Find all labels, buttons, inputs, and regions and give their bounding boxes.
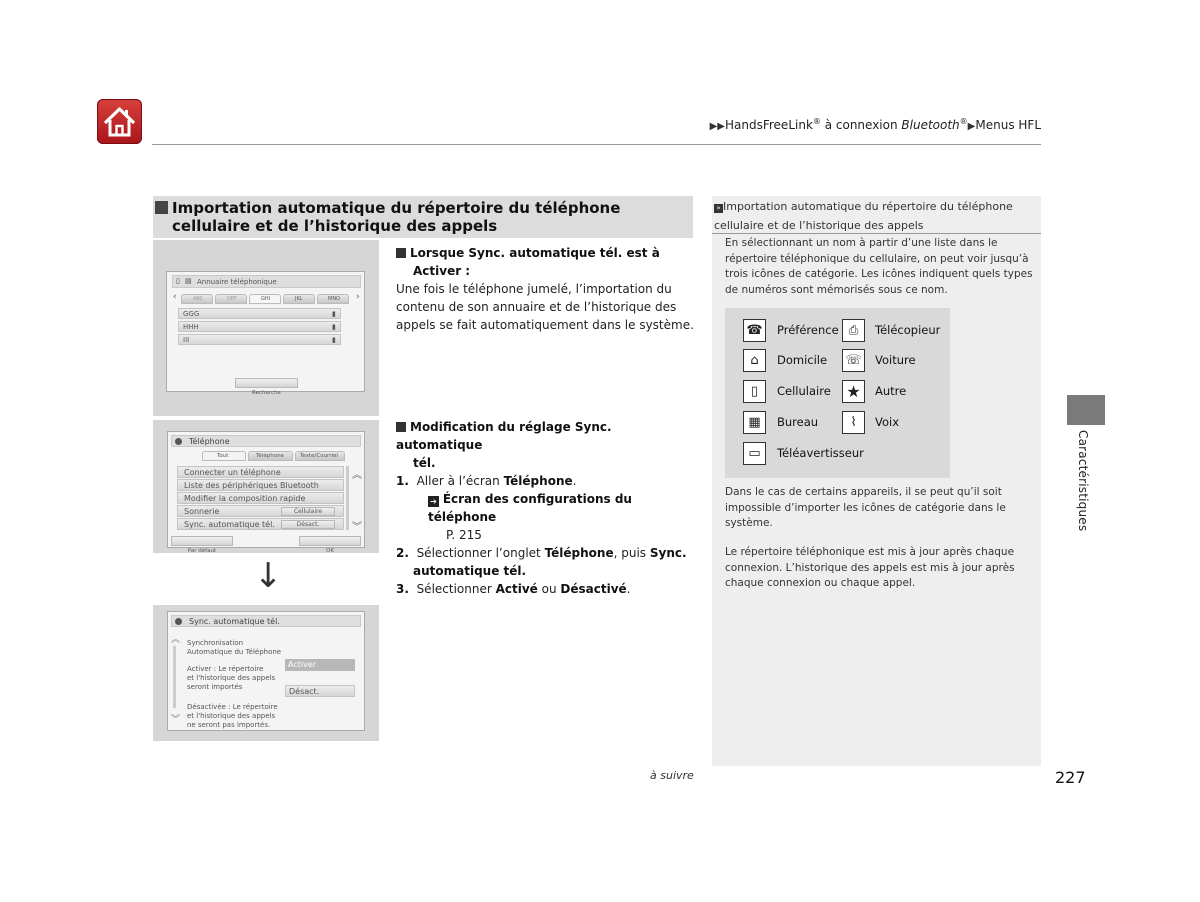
- contact-name: III: [183, 336, 190, 344]
- breadcrumb-reg: ®: [812, 117, 821, 126]
- step-text: ou: [537, 582, 561, 596]
- mobile-icon: ▮: [332, 323, 336, 331]
- tab-phone[interactable]: [248, 451, 293, 461]
- auto-sync-title-bar: [171, 615, 361, 627]
- screenshot-auto-sync: [153, 605, 379, 741]
- mobile-icon: ▮: [332, 310, 336, 318]
- option-label: Désact.: [289, 687, 320, 696]
- scroll-down-icon[interactable]: ︾: [352, 522, 362, 533]
- icon-label: Bureau: [777, 415, 819, 429]
- step-1: [396, 472, 696, 490]
- description-text: ne seront pas importés.: [187, 721, 271, 729]
- breadcrumb-arrow-icon: ▶▶: [709, 121, 725, 132]
- step-text: Sélectionner: [416, 582, 496, 596]
- mobile-icon: ▮: [332, 336, 336, 344]
- home-icon: ⌂: [743, 349, 766, 372]
- body-text: Une fois le téléphone jumelé, l’importation du contenu de son annuaire et de l’historique des appels se fait automatiquement dans le système.: [396, 282, 694, 332]
- pager-icon: ▭: [743, 442, 766, 465]
- step-text: Activé: [495, 582, 538, 596]
- icon-label: Téléavertisseur: [777, 446, 864, 460]
- contact-name: GGG: [183, 310, 200, 318]
- breadcrumb-part: Bluetooth: [901, 118, 960, 132]
- step-3: [396, 580, 696, 598]
- menu-item[interactable]: [177, 518, 344, 530]
- side-note-text: Dans le cas de certains appareils, il se peut qu’il soit impossible d’importer les icônes de catégorie dans le système.: [725, 486, 1006, 529]
- scroll-up-icon[interactable]: ︽: [171, 635, 181, 645]
- scroll-down-icon[interactable]: ︾: [171, 715, 181, 725]
- screenshot-phone-settings: [153, 420, 379, 553]
- menu-item-label: Liste des périphériques Bluetooth: [184, 481, 319, 490]
- heading-square-icon: [396, 422, 406, 432]
- ok-button-label: OK: [326, 548, 334, 554]
- subheading-text: tél.: [413, 456, 436, 470]
- heading-square-icon: [396, 248, 406, 258]
- description-text: Synchronisation: [187, 639, 244, 647]
- phone-settings-title: Téléphone: [189, 437, 230, 446]
- subheading-text: Lorsque Sync. automatique tél. est à: [410, 246, 660, 260]
- description-text: Désactivée : Le répertoire: [187, 703, 278, 711]
- phone-icon: ☎: [743, 319, 766, 342]
- step-text: Téléphone: [503, 474, 573, 488]
- chapter-label: Caractéristiques: [1076, 430, 1090, 532]
- subheading-text: Modification du réglage Sync. automatique: [396, 420, 612, 452]
- book-icon: ▤: [185, 277, 192, 285]
- icon-label: Voiture: [875, 353, 916, 367]
- description-text: seront importés: [187, 683, 243, 691]
- menu-item[interactable]: [177, 492, 344, 504]
- phonebook-screen: [166, 271, 365, 396]
- tab-label: GHI: [261, 296, 271, 302]
- heading-square-icon: [155, 201, 168, 214]
- description-text: Activer : Le répertoire: [187, 665, 264, 673]
- reference-arrow-icon: ➔: [428, 496, 439, 507]
- screenshot-phonebook: [153, 240, 379, 416]
- option-deactivate[interactable]: [285, 685, 355, 697]
- default-button-label: Par défaut: [187, 548, 217, 554]
- settings-icon: [175, 618, 182, 625]
- option-label: Activer: [288, 660, 317, 669]
- subheading: [396, 418, 696, 454]
- tab-all[interactable]: [202, 451, 246, 461]
- phonebook-title: Annuaire téléphonique: [197, 278, 277, 286]
- side-note-title-text: Importation automatique du répertoire du téléphone cellulaire et de l’historique des appels: [714, 200, 1013, 232]
- scroll-up-icon[interactable]: ︽: [352, 470, 362, 481]
- note-marker-icon: »: [714, 204, 723, 213]
- subheading-cont: [396, 454, 696, 472]
- subheading-cont: [396, 262, 696, 280]
- voice-icon: ⌇: [842, 411, 865, 434]
- tab-abc[interactable]: [181, 294, 213, 304]
- tab-mno[interactable]: [317, 294, 349, 304]
- fax-icon: ⎙: [842, 319, 865, 342]
- subheading-text: Activer :: [413, 264, 471, 278]
- step-number: 1.: [396, 474, 409, 488]
- search-button[interactable]: [235, 378, 298, 396]
- car-phone-icon: ☏: [842, 349, 865, 372]
- page-number: 227: [1055, 768, 1086, 787]
- ringtone-value: Cellulaire: [281, 507, 335, 516]
- step-number: 3.: [396, 582, 409, 596]
- breadcrumb-part: à connexion: [820, 118, 902, 132]
- tab-label: Tout: [217, 453, 229, 459]
- step-number: 2.: [396, 546, 409, 560]
- step-text: Sélectionner l’onglet: [416, 546, 545, 560]
- auto-sync-title: Sync. automatique tél.: [189, 617, 280, 626]
- step-text: , puis: [613, 546, 650, 560]
- header-divider: [152, 144, 1041, 145]
- scrollbar[interactable]: [346, 466, 349, 530]
- home-button[interactable]: [97, 99, 142, 144]
- settings-icon: [175, 438, 182, 445]
- home-icon: [97, 99, 142, 144]
- tab-def[interactable]: [215, 294, 247, 304]
- icon-label: Télécopieur: [875, 323, 941, 337]
- step-text: Aller à l’écran: [416, 474, 504, 488]
- menu-item[interactable]: [177, 466, 344, 478]
- step-2: [396, 544, 696, 562]
- tab-label: DEF: [227, 296, 237, 302]
- menu-item-label: Modifier la composition rapide: [184, 494, 306, 503]
- step-text: .: [572, 474, 577, 488]
- block-change-setting: [396, 418, 696, 598]
- phone-settings-screen: [167, 431, 365, 554]
- step-text: Téléphone: [544, 546, 614, 560]
- phonebook-title-bar: [172, 275, 361, 288]
- side-note-divider: [712, 233, 1041, 234]
- chapter-tab[interactable]: [1067, 395, 1105, 425]
- tab-label: MNO: [328, 296, 340, 302]
- tab-text-email[interactable]: [295, 451, 345, 461]
- contact-row[interactable]: [178, 308, 341, 319]
- auto-sync-value: Désact.: [281, 520, 335, 529]
- step-text: automatique tél.: [413, 564, 527, 578]
- contact-name: HHH: [183, 323, 199, 331]
- tab-label: Texte/Courriel: [300, 453, 338, 459]
- description-text: Automatique du Téléphone: [187, 648, 282, 656]
- breadcrumb-arrow-icon: ▶: [967, 121, 976, 132]
- phone-icon: ▯: [176, 277, 180, 285]
- tab-label: ABC: [193, 296, 204, 302]
- breadcrumb-reg: ®: [959, 117, 968, 126]
- menu-item[interactable]: [177, 505, 344, 517]
- tab-label: JKL: [295, 296, 303, 302]
- reference-title: Écran des configurations du téléphone: [428, 492, 632, 524]
- auto-sync-screen: [167, 611, 365, 731]
- side-note-text: Le répertoire téléphonique est mis à jour après chaque connexion. L’historique des appels est mis à jour après chaque connexion ou chaque appel.: [725, 546, 1015, 589]
- chevron-right-icon[interactable]: ›: [356, 292, 360, 302]
- icon-label: Cellulaire: [777, 384, 831, 398]
- option-activate[interactable]: [285, 659, 355, 671]
- tab-jkl[interactable]: [283, 294, 315, 304]
- scrollbar[interactable]: [173, 646, 176, 708]
- star-icon: ★: [842, 380, 865, 403]
- step-text: Désactivé: [560, 582, 627, 596]
- menu-item-label: Sync. automatique tél.: [184, 520, 275, 529]
- mobile-icon: ▯: [743, 380, 766, 403]
- description-text: et l'historique des appels: [187, 674, 276, 682]
- step-text: Sync.: [649, 546, 687, 560]
- step-2-cont: [396, 562, 696, 580]
- icon-label: Domicile: [777, 353, 828, 367]
- default-button[interactable]: [171, 536, 233, 554]
- cross-reference[interactable]: [396, 490, 696, 526]
- ok-button[interactable]: [299, 536, 361, 554]
- tab-ghi[interactable]: [249, 294, 281, 304]
- block-auto-import: [396, 244, 696, 334]
- continued-label: à suivre: [650, 769, 694, 782]
- phone-settings-title-bar: [171, 435, 361, 447]
- menu-item[interactable]: [177, 479, 344, 491]
- breadcrumb-part: Menus HFL: [975, 118, 1041, 132]
- category-icon-table: [725, 308, 950, 478]
- office-icon: ▦: [743, 411, 766, 434]
- menu-item-label: Sonnerie: [184, 507, 220, 516]
- side-note-title: [714, 197, 1040, 235]
- search-button-label: Recherche: [252, 390, 281, 396]
- down-arrow-icon: ↓: [254, 556, 283, 596]
- icon-label: Préférence: [777, 323, 839, 337]
- subheading: [396, 244, 696, 262]
- section-title: Importation automatique du répertoire du téléphone cellulaire et de l’historique des appels: [172, 199, 621, 235]
- breadcrumb-part: HandsFreeLink: [725, 118, 813, 132]
- step-text: .: [626, 582, 631, 596]
- icon-label: Voix: [875, 415, 900, 429]
- description-text: et l'historique des appels: [187, 712, 276, 720]
- tab-label: Téléphone: [256, 453, 284, 459]
- side-note-text: En sélectionnant un nom à partir d’une liste dans le répertoire téléphonique du cellulaire, on peut voir jusqu’à trois icônes de catégorie. Les icônes indiquent quels types de numéros sont mémorisés sous ce nom.: [725, 237, 1033, 296]
- contact-row[interactable]: [178, 321, 341, 332]
- breadcrumb: [710, 117, 1041, 132]
- reference-page[interactable]: P. 215: [446, 528, 482, 542]
- section-heading: [153, 196, 693, 238]
- icon-label: Autre: [875, 384, 907, 398]
- contact-row[interactable]: [178, 334, 341, 345]
- menu-item-label: Connecter un téléphone: [184, 468, 281, 477]
- chevron-left-icon[interactable]: ‹: [173, 292, 177, 302]
